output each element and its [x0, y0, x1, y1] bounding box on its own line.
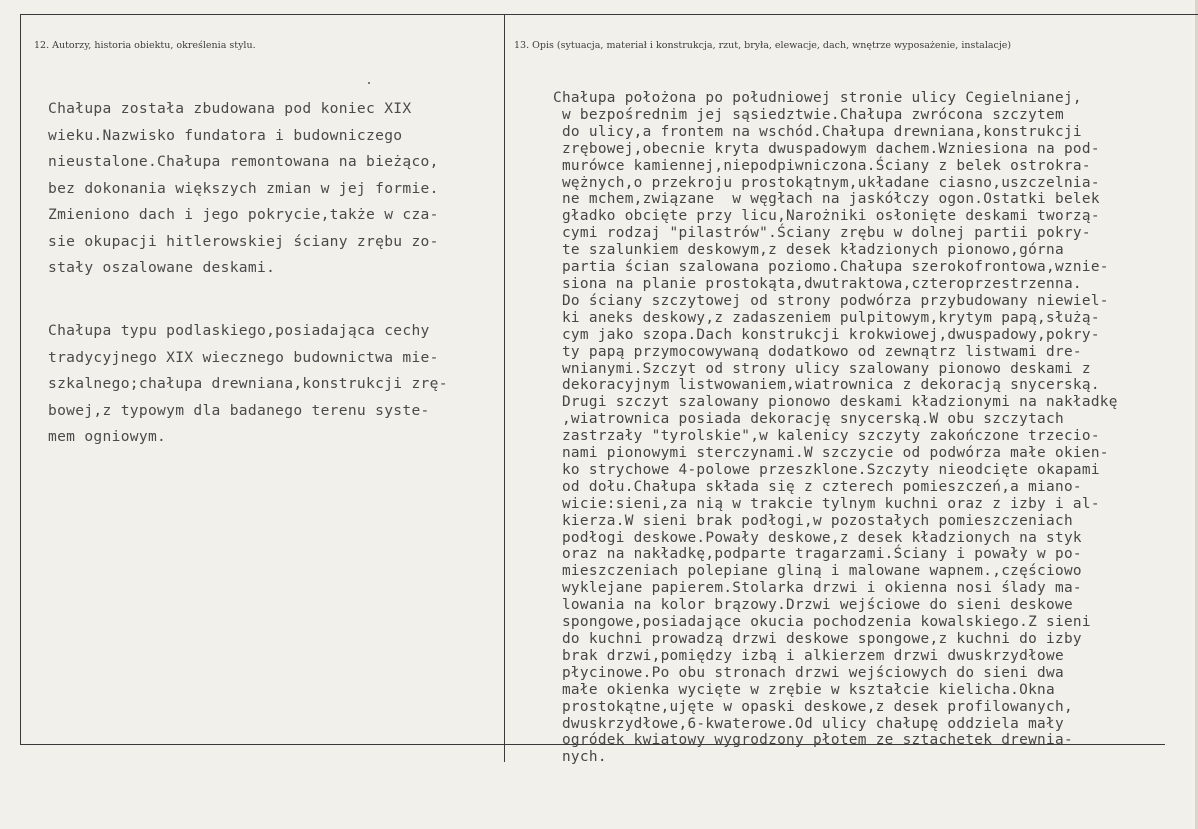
form-top-rule: [20, 14, 1198, 15]
section-12-heading: 12. Autorzy, historia obiektu, określenia stylu.: [34, 40, 256, 51]
style-paragraph: Chałupa typu podlaskiego,posiadająca cechy tradycyjnego XIX wiecznego budownictwa mie- szkalnego;chałupa drewniana,konstrukcji zrę- bowej,z typowym dla badanego terenu syste- mem ogniowym.: [48, 322, 448, 445]
column-divider: [504, 14, 505, 762]
section-13-heading: 13. Opis (sytuacja, materiał i konstrukcja, rzut, bryła, elewacje, dach, wnętrze wyposażenie, instalacje): [514, 40, 1012, 51]
authors-history-paragraph: Chałupa została zbudowana pod koniec XIX wieku.Nazwisko fundatora i budowniczego nieustalone.Chałupa remontowana na bieżąco, bez dokonania większych zmian w jej formie. Zmieniono dach i jego pokrycie,także w cza- sie okupacji hitlerowskiej ściany zrębu zo- stały oszalowane deskami.: [48, 100, 439, 276]
description-text: Chałupa położona po południowej stronie ulicy Cegielnianej, w bezpośrednim jej sąsiedztwie.Chałupa zwrócona szczytem do ulicy,a frontem na wschód.Chałupa drewniana,konstrukcji zrębowej,obecnie kryta dwuspadowym dachem.Wzniesiona na pod- murówce kamiennej,niepodpiwniczona.Ściany z belek ostrokra- wężnych,o przekroju prostokątnym,układane ciasno,uszczelnia- ne mchem,związane w węgłach na jaskółczy ogon.Ostatki belek gładko obcięte przy licu,Narożniki osłonięte deskami tworzą- cymi rodzaj "pilastrów".Ściany zrębu w dolnej partii pokry- te szalunkiem deskowym,z desek kładzionych pionowo,górna partia ścian szalowana poziomo.Chałupa szerokofrontowa,wznie- siona na planie prostokąta,dwutraktowa,czteroprzestrzenna. Do ściany szczytowej od strony podwórza przybudowany niewiel- ki aneks deskowy,z zadaszeniem pulpitowym,krytym papą,służą- cym jako szopa.Dach konstrukcji krokwiowej,dwuspadowy,pokry- ty papą przymocowywaną dodatkowo od zewnątrz listwami dre- wnianymi.Szczyt od strony ulicy szalowany pionowo deskami z dekoracyjnym listwowaniem,wiatrownica z dekoracją snycerską. Drugi szczyt szalowany pionowo deskami kładzionymi na nakładkę ,wiatrownica posiada dekorację snycerską.W obu szczytach zastrzały "tyrolskie",w kalenicy szczyty zakończone trzecio- nami pionowymi sterczynami.W szczycie od podwórza małe okien- ko strychowe 4-polowe przeszklone.Szczyty nieodcięte okapami od dołu.Chałupa składa się z czterech pomieszczeń,a miano- wicie:sieni,za nią w trakcie tylnym kuchni oraz z izby i al- kierza.W sieni brak podłogi,w pozostałych pomieszczeniach podłogi deskowe.Powały deskowe,z desek kładzionych na styk oraz na nakładkę,podparte tragarzami.Ściany i powały w po- mieszczeniach polepiane gliną i malowane wapnem.,częściowo wyklejane papierem.Stolarka drzwi i okienna nosi ślady ma- lowania na kolor brązowy.Drzwi wejściowe do sieni deskowe spongowe,posiadające okucia pochodzenia kowalskiego.Z sieni do kuchni prowadzą drzwi deskowe spongowe,z kuchni do izby brak drzwi,pomiędzy izbą i alkierzem drzwi dwuskrzydłowe płycinowe.Po obu stronach drzwi wejściowych do sieni dwa małe okienka wycięte w zrębie w kształcie kielicha.Okna prostokątne,ujęte w opaski deskowe,z desek profilowanych, dwuskrzydłowe,6-kwaterowe.Od ulicy chałupę oddziela mały ogródek kwiatowy wygrodzony płotem ze sztachetek drewnia- nych.: [553, 90, 1118, 766]
form-left-rule: [20, 14, 21, 744]
ink-speck: [368, 82, 370, 84]
